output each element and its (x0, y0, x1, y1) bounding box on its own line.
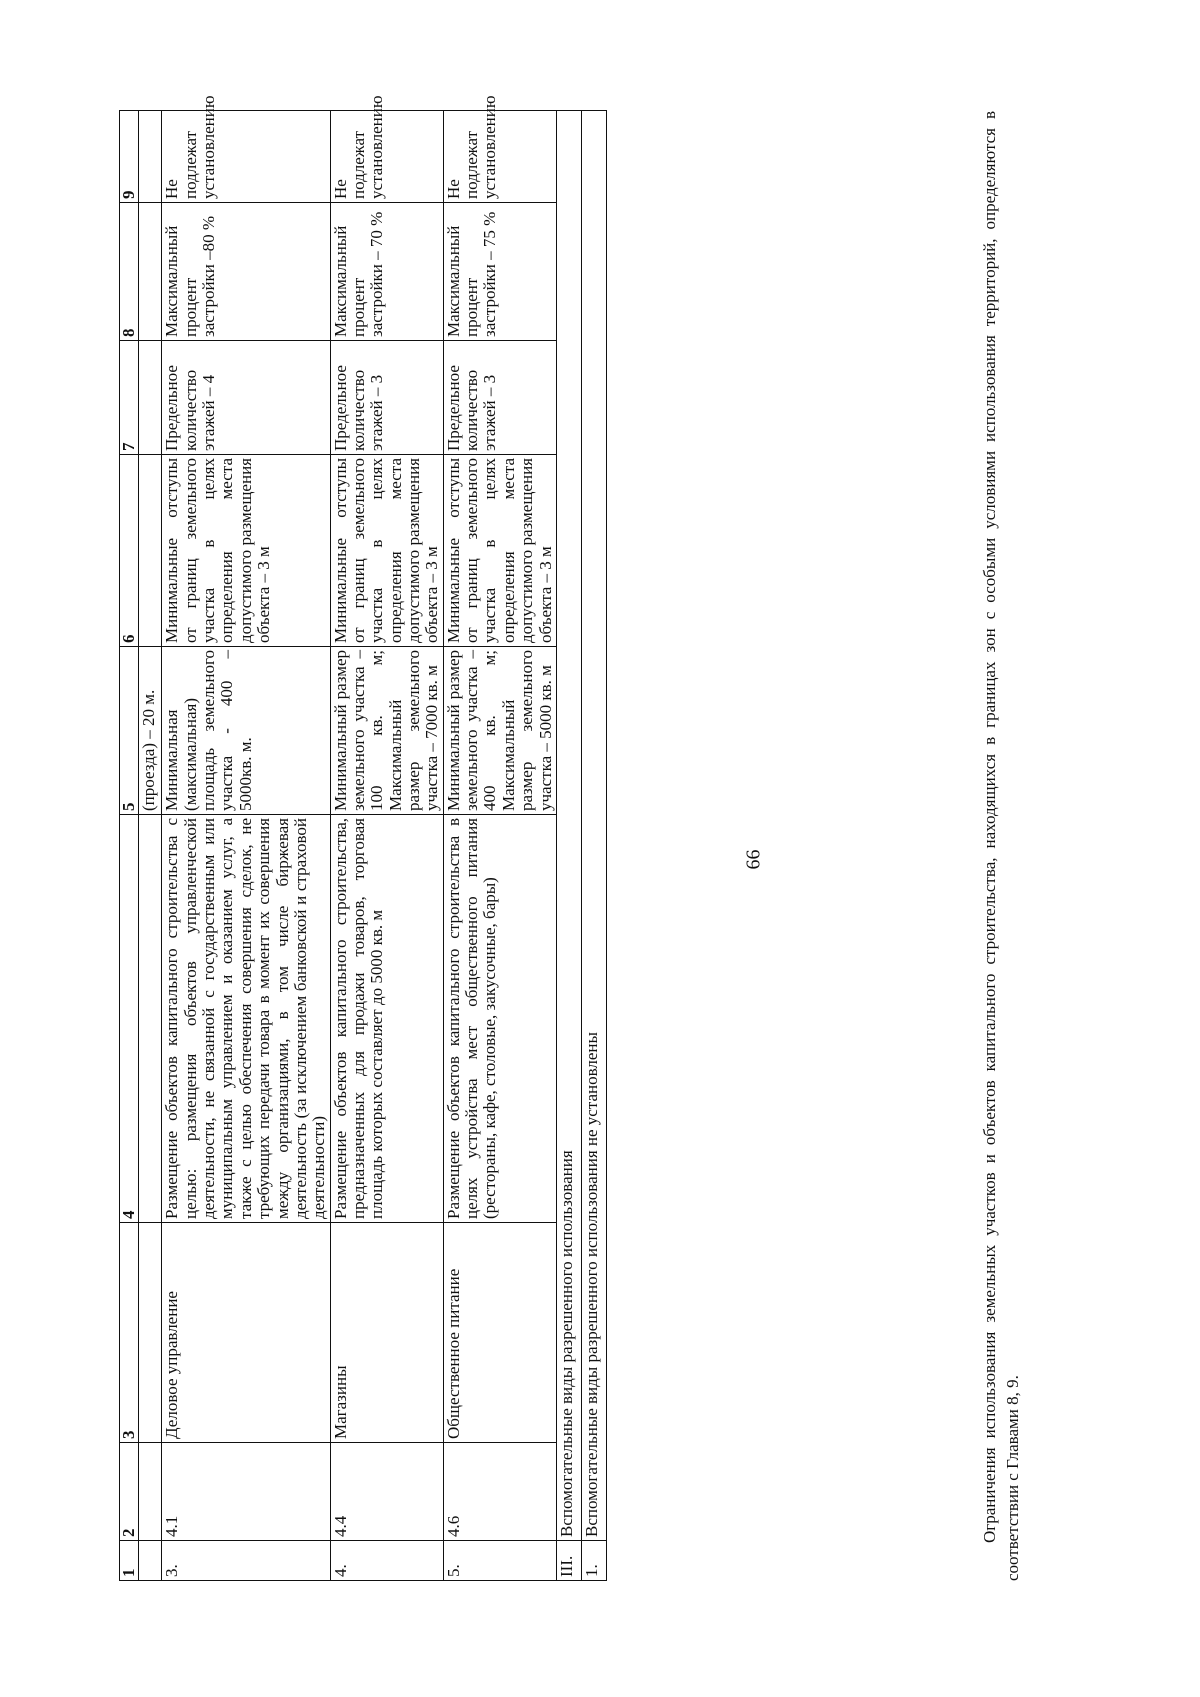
header-cell: 8 (120, 203, 139, 341)
table-row (162, 111, 330, 1581)
continued-row (139, 111, 162, 1581)
table-row (330, 111, 443, 1581)
section-number: 1. (581, 1541, 606, 1581)
header-cell: 3 (120, 1223, 139, 1443)
header-cell: 6 (120, 455, 139, 647)
section-row (581, 111, 606, 1581)
header-cell: 4 (120, 815, 139, 1223)
page-number: 66 (742, 849, 765, 870)
lot-size: Минимальный размер земельного участка – 100 кв. м; Максимальный размер земельного участка – 7000 кв. м (330, 647, 443, 815)
other-params: Не подлежат установлению (162, 111, 330, 203)
header-row (120, 111, 139, 1581)
setbacks: Минимальные отступы от границ земельного участка в целях определения места допустимого размещения объекта – 3 м (162, 455, 330, 647)
lot-size: Минимальная (максимальная) площадь земельного участка - 400 – 5000кв. м. (162, 647, 330, 815)
other-params: Не подлежат установлению (443, 111, 556, 203)
coverage: Максимальный процент застройки – 70 % (330, 203, 443, 341)
empty-cell (139, 815, 162, 1223)
use-code: 4.6 (443, 1443, 556, 1541)
row-number: 4. (330, 1541, 443, 1581)
setbacks: Минимальные отступы от границ земельного участка в целях определения места допустимого размещения объекта – 3 м (330, 455, 443, 647)
footnote-paragraph: Ограничения использования земельных участков и объектов капитального строительства, находящихся в границах зон с особыми условиями использования территорий, определяются в соответствии с Главами 8, 9. (980, 111, 1022, 1581)
use-name: Магазины (330, 1223, 443, 1443)
section-row (556, 111, 581, 1581)
floors: Предельное количество этажей – 4 (162, 341, 330, 455)
empty-cell (139, 1223, 162, 1443)
continued-cell: (проезда) – 20 м. (139, 647, 162, 815)
other-params: Не подлежат установлению (330, 111, 443, 203)
use-description: Размещение объектов капитального строительства в целях устройства мест общественного питания (рестораны, кафе, столовые, закусочные, бары) (443, 815, 556, 1223)
section-number: III. (556, 1541, 581, 1581)
header-cell: 2 (120, 1443, 139, 1541)
use-description: Размещение объектов капитального строительства, предназначенных для продажи товаров, торговая площадь которых составляет до 5000 кв. м (330, 815, 443, 1223)
coverage: Максимальный процент застройки – 75 % (443, 203, 556, 341)
empty-cell (139, 341, 162, 455)
setbacks: Минимальные отступы от границ земельного участка в целях определения места допустимого размещения объекта – 3 м (443, 455, 556, 647)
coverage: Максимальный процент застройки –80 % (162, 203, 330, 341)
use-code: 4.1 (162, 1443, 330, 1541)
row-number: 5. (443, 1541, 556, 1581)
floors: Предельное количество этажей – 3 (330, 341, 443, 455)
use-name: Деловое управление (162, 1223, 330, 1443)
use-description: Размещение объектов капитального строительства с целью: размещения объектов управленческой деятельности, не связанной с государственным или муниципальным управлением и оказанием услуг, а также с целью обеспечения совершения сделок, не требующих передачи товара в момент их совершения между организациями, в том числе биржевая деятельность (за исключением банковской и страховой деятельности) (162, 815, 330, 1223)
lot-size: Минимальный размер земельного участка – 400 кв. м; Максимальный размер земельного участка – 5000 кв. м (443, 647, 556, 815)
empty-cell (139, 111, 162, 203)
section-text: Вспомогательные виды разрешенного использования не установлены (581, 111, 606, 1541)
empty-cell (139, 1541, 162, 1581)
use-name: Общественное питание (443, 1223, 556, 1443)
rotated-page-content (119, 95, 1034, 1581)
use-code: 4.4 (330, 1443, 443, 1541)
section-title: Вспомогательные виды разрешенного использования (556, 111, 581, 1541)
floors: Предельное количество этажей – 3 (443, 341, 556, 455)
table-row (443, 111, 556, 1581)
header-cell: 7 (120, 341, 139, 455)
empty-cell (139, 1443, 162, 1541)
empty-cell (139, 455, 162, 647)
permitted-use-table (119, 95, 607, 1581)
header-cell: 1 (120, 1541, 139, 1581)
header-cell: 5 (120, 647, 139, 815)
row-number: 3. (162, 1541, 330, 1581)
empty-cell (139, 203, 162, 341)
header-cell: 9 (120, 111, 139, 203)
